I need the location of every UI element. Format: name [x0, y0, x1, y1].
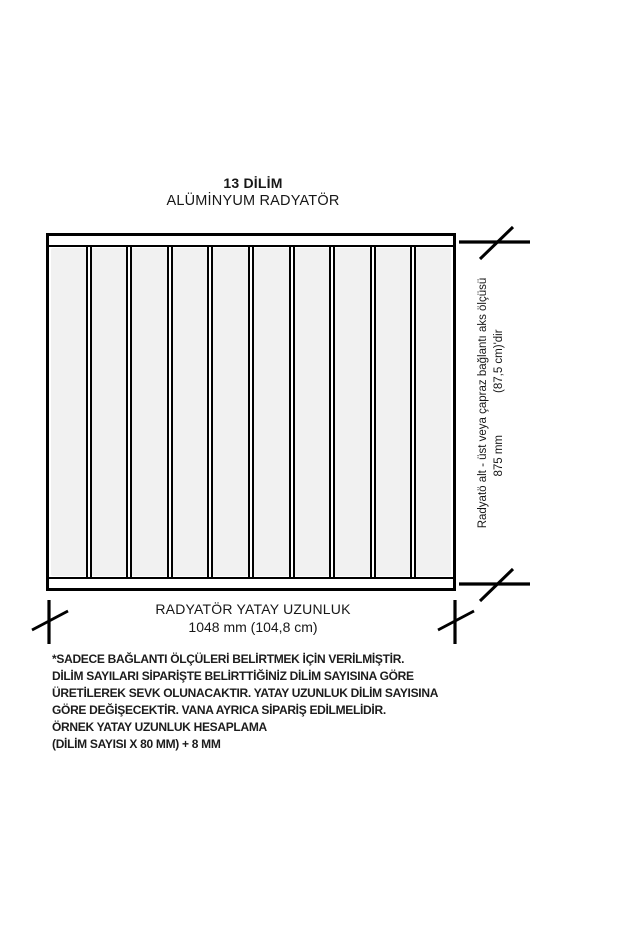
- bottom-manifold: [49, 579, 453, 588]
- vertical-dimension-value-note: (87,5 cm)'dir: [493, 329, 505, 393]
- radiator-section: [213, 248, 248, 576]
- radiator-section: [92, 248, 127, 576]
- radiator-drawing: [46, 233, 456, 591]
- section-divider: [167, 247, 173, 577]
- section-divider: [289, 247, 295, 577]
- radiator-section: [51, 248, 86, 576]
- radiator-section: [173, 248, 208, 576]
- title-product-name: ALÜMİNYUM RADYATÖR: [166, 193, 340, 209]
- vertical-dimension-note: [475, 268, 515, 538]
- radiator-section: [376, 248, 411, 576]
- vertical-dimension-values: [491, 268, 507, 538]
- radiator-section: [132, 248, 167, 576]
- radiator-section: [295, 248, 330, 576]
- vertical-dimension-value: 875 mm: [493, 435, 505, 477]
- title-section-count: 13 DİLİM: [223, 175, 283, 191]
- order-notes: [52, 651, 472, 753]
- vertical-dimension-label: Radyatö alt - üst veya çapraz bağlantı aks ölçüsü: [477, 277, 489, 529]
- radiator-sections: [49, 245, 453, 579]
- radiator-section: [416, 248, 451, 576]
- radiator-section: [254, 248, 289, 576]
- note-line: DİLİM SAYILARI SİPARİŞTE BELİRTTİĞİNİZ DİLİM SAYISINA GÖRE: [52, 669, 414, 683]
- note-line: GÖRE DEĞİŞECEKTİR. VANA AYRICA SİPARİŞ EDİLMELİDİR.: [52, 703, 386, 717]
- horizontal-dimension-value: 1048 mm (104,8 cm): [188, 619, 318, 635]
- dimension-tick-top-right: [456, 222, 534, 264]
- section-divider: [86, 247, 92, 577]
- note-line: *SADECE BAĞLANTI ÖLÇÜLERİ BELİRTMEK İÇİN VERİLMİŞTİR.: [52, 652, 405, 666]
- note-line: (DİLİM SAYISI X 80 MM) + 8 MM: [52, 737, 221, 751]
- note-line: ÜRETİLEREK SEVK OLUNACAKTIR. YATAY UZUNLUK DİLİM SAYISINA: [52, 686, 439, 700]
- section-divider: [370, 247, 376, 577]
- note-line: ÖRNEK YATAY UZUNLUK HESAPLAMA: [52, 720, 267, 734]
- horizontal-dimension-label: RADYATÖR YATAY UZUNLUK: [155, 601, 351, 617]
- radiator-section: [335, 248, 370, 576]
- page-title: [23, 175, 483, 209]
- top-manifold: [49, 236, 453, 245]
- horizontal-dimension-note: [23, 601, 483, 635]
